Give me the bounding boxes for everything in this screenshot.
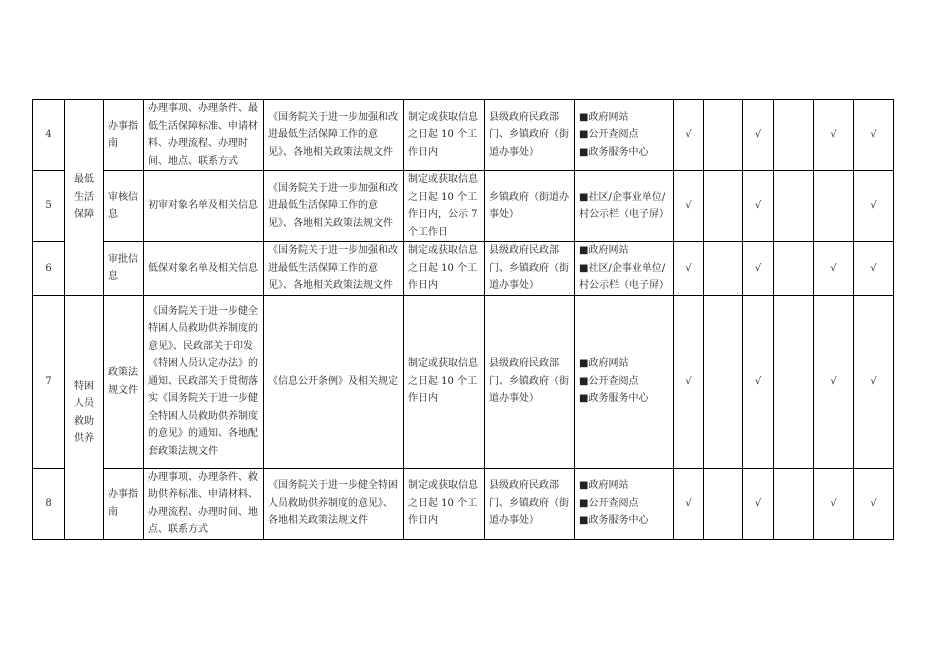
table-row (33, 171, 894, 242)
content-cell: 低保对象名单及相关信息 (144, 242, 264, 296)
channel-item: ■政府网站 (579, 111, 629, 123)
channels-cell (575, 242, 674, 296)
time-limit-cell: 制定或获取信息之日起 10 个工作日内 (404, 242, 485, 296)
content-cell: 《国务院关于进一步健全特困人员救助供养制度的意见》、民政部关于印发《特困人员认定办法》的通知、民政部关于贯彻落实《国务院关于进一步健全特困人员救助供养制度的意见》的通知、各地配套政策法规文件 (144, 295, 264, 468)
check-mark (774, 242, 814, 296)
subject-cell: 乡镇政府（街道办事处） (485, 171, 575, 242)
check-mark: √ (743, 242, 774, 296)
table-row (33, 100, 894, 171)
channel-item: ■政务服务中心 (579, 146, 649, 158)
check-mark (704, 171, 743, 242)
check-mark (704, 295, 743, 468)
table-row (33, 242, 894, 296)
check-mark: √ (674, 295, 704, 468)
check-mark (704, 242, 743, 296)
table-row (33, 295, 894, 468)
basis-cell: 《国务院关于进一步加强和改进最低生活保障工作的意见》、各地相关政策法规文件 (264, 171, 404, 242)
channel-item: ■公开查阅点 (579, 497, 639, 509)
channel-item: ■政务服务中心 (579, 515, 649, 527)
time-limit-cell: 制定或获取信息之日起 10 个工作日内，公示 7 个工作日 (404, 171, 485, 242)
channel-item: ■社区/企事业单位/村公示栏（电子屏） (579, 191, 669, 220)
channel-item: ■政府网站 (579, 358, 629, 370)
channels-cell (575, 295, 674, 468)
channel-item: ■公开查阅点 (579, 129, 639, 141)
channel-item: ■政务服务中心 (579, 393, 649, 405)
row-number: 6 (33, 242, 65, 296)
channels-cell (575, 100, 674, 171)
check-mark: √ (814, 242, 854, 296)
check-mark: √ (743, 468, 774, 539)
time-limit-cell: 制定或获取信息之日起 10 个工作日内 (404, 468, 485, 539)
basis-cell: 《国务院关于进一步健全特困人员救助供养制度的意见》、各地相关政策法规文件 (264, 468, 404, 539)
channel-item: ■社区/企事业单位/村公示栏（电子屏） (579, 262, 669, 291)
subject-cell: 县级政府民政部门、乡镇政府（街道办事处） (485, 295, 575, 468)
time-limit-cell: 制定或获取信息之日起 10 个工作日内 (404, 100, 485, 171)
check-mark: √ (743, 100, 774, 171)
channel-item: ■政府网站 (579, 480, 629, 492)
category-cell (65, 100, 104, 296)
disclosure-standard-table (32, 99, 894, 540)
subject-cell: 县级政府民政部门、乡镇政府（街道办事处） (485, 242, 575, 296)
check-mark: √ (674, 468, 704, 539)
subcategory-cell: 政策法规文件 (104, 295, 144, 468)
subcategory-cell: 审批信息 (104, 242, 144, 296)
row-number: 5 (33, 171, 65, 242)
check-mark (704, 100, 743, 171)
basis-cell: 《国务院关于进一步加强和改进最低生活保障工作的意见》、各地相关政策法规文件 (264, 242, 404, 296)
category-cell (65, 295, 104, 539)
check-mark (774, 171, 814, 242)
check-mark: √ (854, 242, 894, 296)
channels-cell (575, 468, 674, 539)
subcategory-cell: 办事指南 (104, 100, 144, 171)
check-mark: √ (814, 468, 854, 539)
check-mark (774, 100, 814, 171)
channels-cell (575, 171, 674, 242)
check-mark: √ (743, 171, 774, 242)
check-mark (814, 171, 854, 242)
check-mark: √ (854, 468, 894, 539)
time-limit-cell: 制定或获取信息之日起 10 个工作日内 (404, 295, 485, 468)
subcategory-cell: 办事指南 (104, 468, 144, 539)
basis-cell: 《国务院关于进一步加强和改进最低生活保障工作的意见》、各地相关政策法规文件 (264, 100, 404, 171)
row-number: 4 (33, 100, 65, 171)
check-mark: √ (854, 171, 894, 242)
subject-cell: 县级政府民政部门、乡镇政府（街道办事处） (485, 468, 575, 539)
subject-cell: 县级政府民政部门、乡镇政府（街道办事处） (485, 100, 575, 171)
check-mark (704, 468, 743, 539)
check-mark: √ (674, 100, 704, 171)
basis-cell: 《信息公开条例》及相关规定 (264, 295, 404, 468)
check-mark: √ (854, 295, 894, 468)
check-mark: √ (743, 295, 774, 468)
content-cell: 办理事项、办理条件、救助供养标准、申请材料、办理流程、办理时间、地点、联系方式 (144, 468, 264, 539)
row-number: 8 (33, 468, 65, 539)
check-mark: √ (674, 242, 704, 296)
content-cell: 办理事项、办理条件、最低生活保障标准、申请材料、办理流程、办理时间、地点、联系方式 (144, 100, 264, 171)
table-row (33, 468, 894, 539)
channel-item: ■公开查阅点 (579, 375, 639, 387)
check-mark (774, 468, 814, 539)
check-mark: √ (814, 295, 854, 468)
subcategory-cell: 审核信息 (104, 171, 144, 242)
category-label: 最低生活保障 (74, 174, 94, 220)
category-label: 特困人员救助供养 (74, 380, 94, 444)
channel-item: ■政府网站 (579, 245, 629, 256)
check-mark (774, 295, 814, 468)
content-cell: 初审对象名单及相关信息 (144, 171, 264, 242)
check-mark: √ (854, 100, 894, 171)
check-mark: √ (674, 171, 704, 242)
row-number: 7 (33, 295, 65, 468)
check-mark: √ (814, 100, 854, 171)
